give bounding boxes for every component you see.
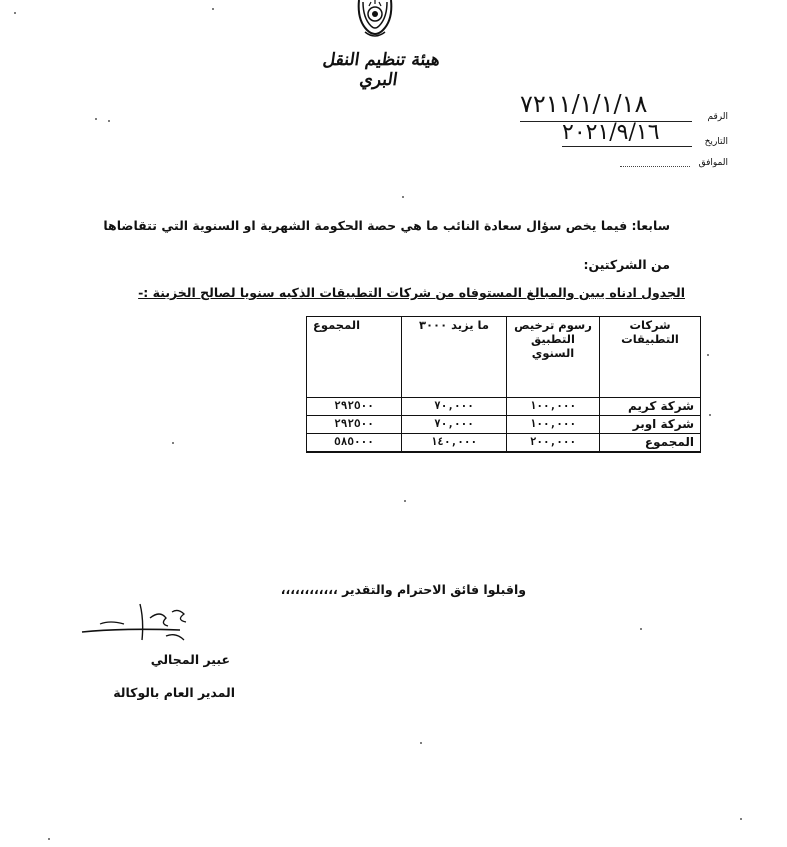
- over-3000-value: ٧٠,٠٠٠: [402, 416, 507, 434]
- scan-speck: [420, 742, 422, 744]
- table-row-total: [307, 434, 701, 453]
- license-fee-value: ١٠٠,٠٠٠: [507, 398, 600, 416]
- intro-paragraph-line1: سابعا: فيما يخص سؤال سعادة النائب ما هي حصة الحكومة الشهرية او السنوية التي تتقاضاها: [103, 218, 670, 233]
- closing-salutation: واقبلوا فائق الاحترام والتقدير ،،،،،،،،،،،،: [280, 582, 526, 597]
- signer-name: عبير المجالي: [150, 652, 230, 667]
- sum-label: المجموع: [600, 434, 701, 453]
- table-caption: الجدول ادناه يبين والمبالغ المستوفاه من شركات التطبيقات الذكيه سنويا لصالح الخزينة :-: [138, 285, 685, 300]
- scan-speck: [402, 196, 404, 198]
- total-value: ٢٩٢٥٠٠: [307, 398, 402, 416]
- coat-of-arms-icon: [353, 0, 397, 40]
- header-companies: شركات التطبيقات: [600, 317, 701, 398]
- scan-speck: [172, 442, 174, 444]
- table-row: [307, 398, 701, 416]
- reference-date-label: التاريخ: [704, 137, 728, 147]
- license-fee-sum: ٢٠٠,٠٠٠: [507, 434, 600, 453]
- reference-corresponding-line: [620, 166, 690, 167]
- reference-corresponding-label: الموافق: [698, 158, 728, 168]
- total-value: ٢٩٢٥٠٠: [307, 416, 402, 434]
- scan-speck: [14, 12, 16, 14]
- scan-speck: [48, 838, 50, 840]
- scan-speck: [740, 818, 742, 820]
- scan-speck: [709, 414, 711, 416]
- scan-speck: [108, 120, 110, 122]
- intro-paragraph-line2: من الشركتين:: [583, 257, 670, 272]
- reference-number-value: ٧٢١١/١/١/١٨: [520, 90, 648, 118]
- signer-title: المدير العام بالوكالة: [113, 685, 235, 700]
- table-row: [307, 416, 701, 434]
- scan-speck: [707, 354, 709, 356]
- scan-speck: [640, 628, 642, 630]
- organization-title: هيئة تنظيم النقل البري: [321, 50, 442, 90]
- company-name: شركة اوبر: [600, 416, 701, 434]
- reference-date-value: ٢٠٢١/٩/١٦: [562, 120, 660, 145]
- header-over-3000: ما يزيد ٣٠٠٠: [402, 317, 507, 398]
- over-3000-sum: ١٤٠,٠٠٠: [402, 434, 507, 453]
- scan-speck: [95, 118, 97, 120]
- fees-table: [306, 316, 701, 453]
- reference-number-label: الرقم: [707, 112, 728, 122]
- grand-total: ٥٨٥٠٠٠: [307, 434, 402, 453]
- scan-speck: [404, 500, 406, 502]
- reference-date-underline: [562, 146, 692, 147]
- scan-speck: [212, 8, 214, 10]
- over-3000-value: ٧٠,٠٠٠: [402, 398, 507, 416]
- header-total: المجموع: [307, 317, 402, 398]
- company-name: شركة كريم: [600, 398, 701, 416]
- table-header-row: [307, 317, 701, 398]
- handwritten-signature: [80, 600, 190, 650]
- license-fee-value: ١٠٠,٠٠٠: [507, 416, 600, 434]
- header-license-fee: رسوم ترخيص التطبيق السنوي: [507, 317, 600, 398]
